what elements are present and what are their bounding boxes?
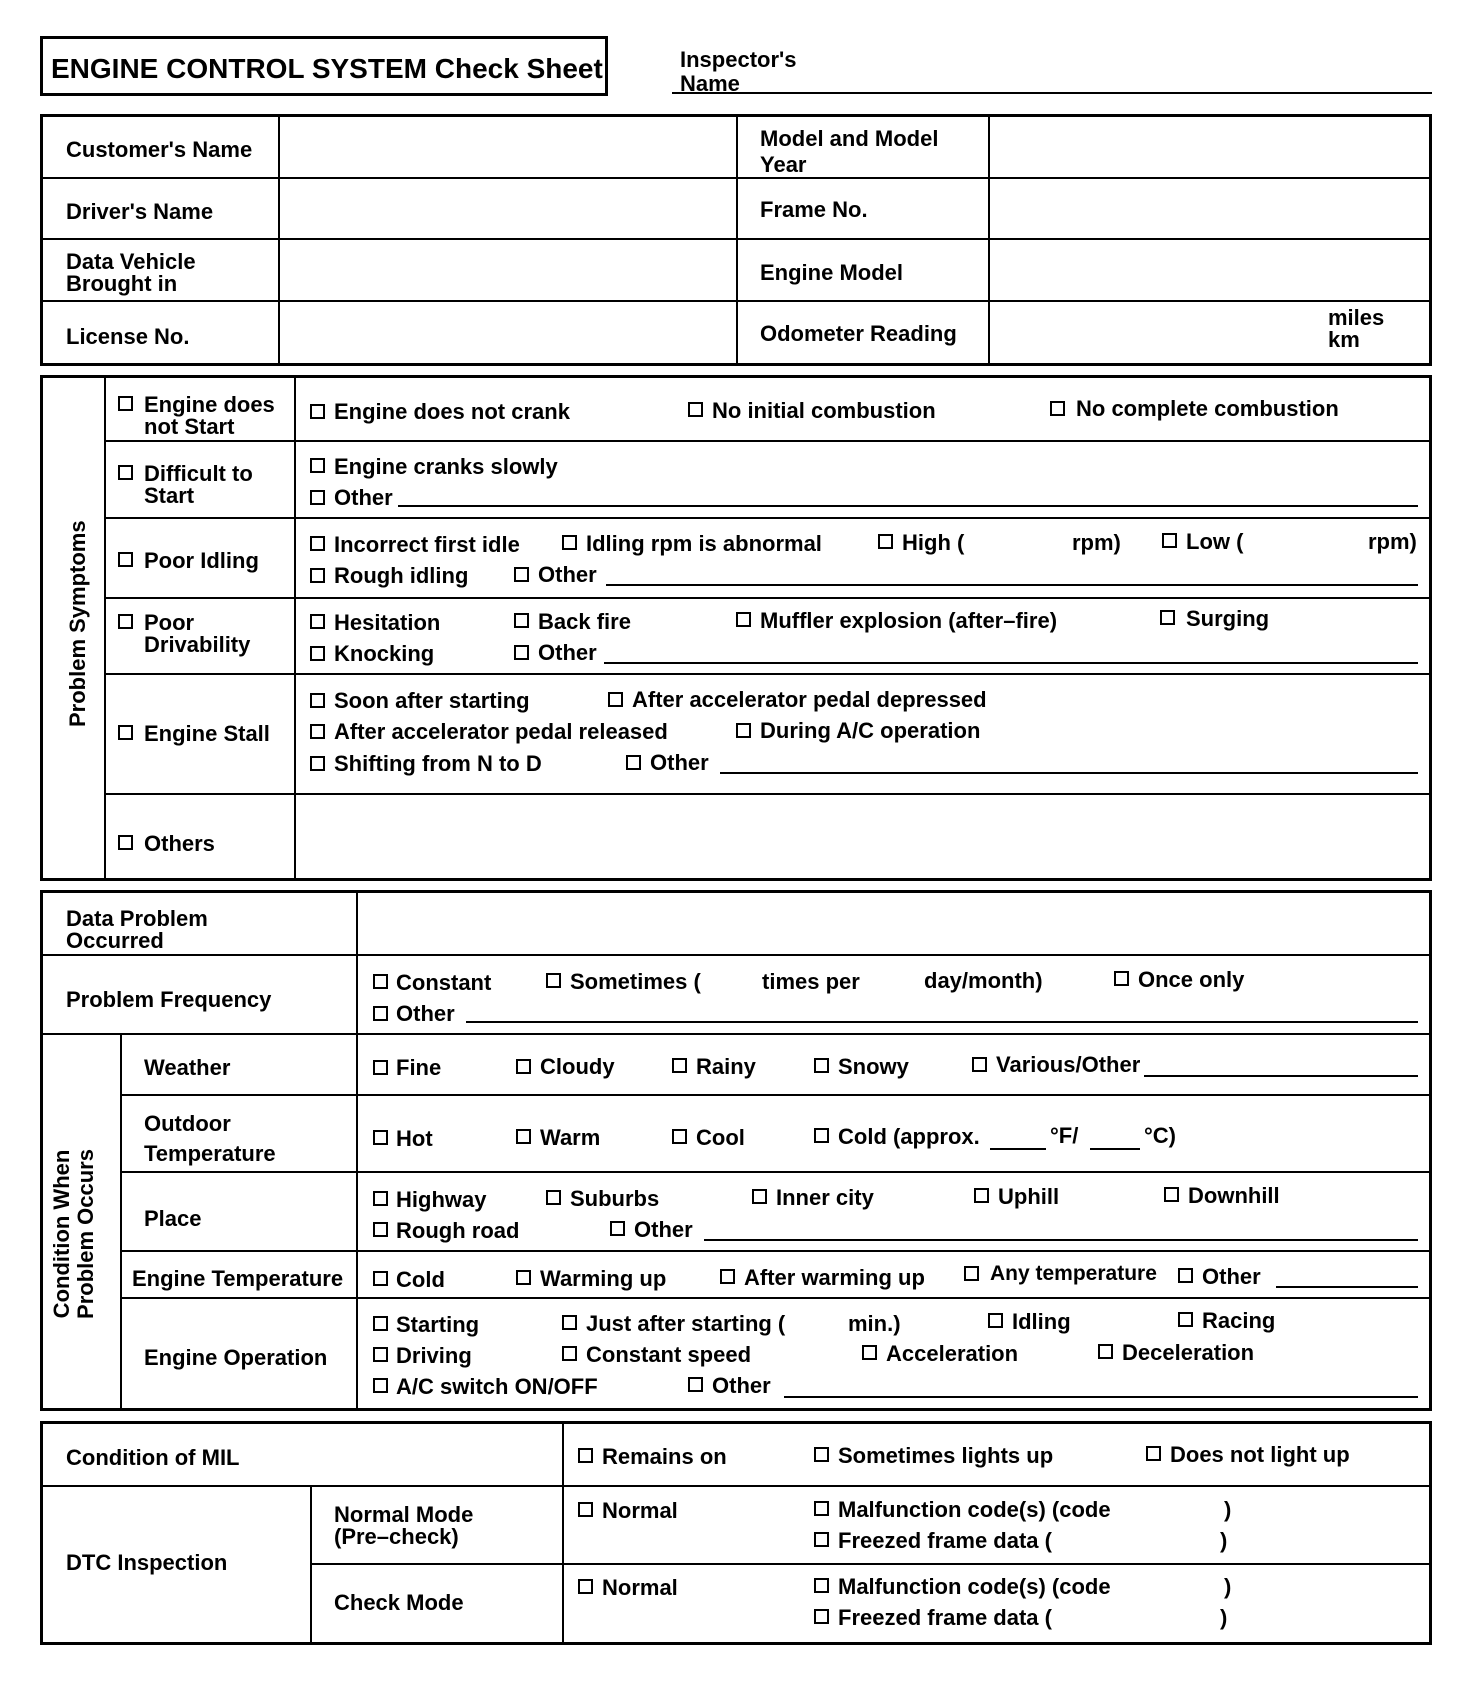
check-mode-malfunction-label: Malfunction code(s) (code	[838, 1574, 1111, 1599]
engine-model-label: Engine Model	[760, 260, 903, 285]
engine-stall-checkbox[interactable]	[118, 725, 133, 740]
outdoor-temperature-label-2: Temperature	[144, 1141, 276, 1166]
deceleration-checkbox[interactable]	[1098, 1344, 1113, 1359]
hesitation-label: Hesitation	[334, 610, 441, 635]
soon-after-starting-label: Soon after starting	[334, 688, 530, 713]
driving-label: Driving	[396, 1343, 472, 1368]
starting-label: Starting	[396, 1312, 480, 1337]
times-per-label: times per	[762, 969, 860, 994]
problem-frequency-label: Problem Frequency	[66, 987, 272, 1012]
sometimes-checkbox[interactable]	[546, 973, 561, 988]
incorrect-first-idle-label: Incorrect first idle	[334, 532, 520, 557]
rough-idling-label: Rough idling	[334, 563, 469, 588]
low-rpm-unit: rpm)	[1368, 529, 1417, 554]
engine-operation-other-label: Other	[712, 1373, 771, 1398]
check-mode-freezed-close: )	[1220, 1605, 1228, 1630]
acceleration-label: Acceleration	[886, 1341, 1019, 1366]
check-mode-normal-checkbox[interactable]	[578, 1579, 593, 1594]
inner-city-checkbox[interactable]	[752, 1189, 767, 1204]
normal-mode-label-1: Normal Mode	[334, 1502, 474, 1527]
engine-stall-label: Engine Stall	[144, 721, 270, 746]
deceleration-label: Deceleration	[1122, 1340, 1255, 1365]
idling-checkbox[interactable]	[988, 1313, 1003, 1328]
constant-checkbox[interactable]	[373, 974, 388, 989]
idling-rpm-abnormal-label: Idling rpm is abnormal	[586, 531, 822, 556]
after-warming-up-label: After warming up	[744, 1265, 925, 1290]
warm-label: Warm	[540, 1125, 601, 1150]
constant-label: Constant	[396, 970, 492, 995]
snowy-checkbox[interactable]	[814, 1058, 829, 1073]
engine-stall-other-checkbox[interactable]	[626, 755, 641, 770]
normal-mode-normal-label: Normal	[602, 1498, 678, 1523]
condition-section-label-line2: Problem Occurs	[73, 1149, 98, 1319]
normal-mode-freezed-close: )	[1220, 1528, 1228, 1553]
rainy-checkbox[interactable]	[672, 1058, 687, 1073]
engine-cranks-slowly-checkbox[interactable]	[310, 458, 325, 473]
idling-rpm-abnormal-checkbox[interactable]	[562, 535, 577, 550]
various-other-label: Various/Other	[996, 1052, 1141, 1077]
drivability-other-label: Other	[538, 640, 597, 665]
weather-label: Weather	[144, 1055, 231, 1080]
normal-mode-freezed-checkbox[interactable]	[814, 1532, 829, 1547]
low-rpm-label: Low (	[1186, 529, 1244, 554]
check-mode-label: Check Mode	[334, 1590, 464, 1615]
place-other-checkbox[interactable]	[610, 1221, 625, 1236]
low-rpm-checkbox[interactable]	[1162, 533, 1177, 548]
data-vehicle-brought-in-field[interactable]	[282, 241, 734, 298]
rough-idling-checkbox[interactable]	[310, 568, 325, 583]
sometimes-label: Sometimes (	[570, 969, 701, 994]
frequency-other-checkbox[interactable]	[373, 1006, 388, 1021]
dtc-inspection-label: DTC Inspection	[66, 1550, 228, 1575]
engine-cold-checkbox[interactable]	[373, 1271, 388, 1286]
uphill-label: Uphill	[998, 1184, 1060, 1209]
constant-speed-checkbox[interactable]	[562, 1346, 577, 1361]
hot-checkbox[interactable]	[373, 1130, 388, 1145]
normal-mode-malfunction-label: Malfunction code(s) (code	[838, 1497, 1111, 1522]
acceleration-checkbox[interactable]	[862, 1345, 877, 1360]
poor-idling-checkbox[interactable]	[118, 552, 133, 567]
after-pedal-depressed-checkbox[interactable]	[608, 692, 623, 707]
data-problem-occurred-label: Data Problem Occurred	[66, 906, 208, 953]
drivers-name-label: Driver's Name	[66, 199, 214, 224]
constant-speed-label: Constant speed	[586, 1342, 752, 1367]
data-problem-occurred-field[interactable]	[360, 894, 1428, 952]
engine-cold-label: Cold	[396, 1267, 445, 1292]
engine-model-field[interactable]	[992, 241, 1430, 298]
cool-label: Cool	[696, 1125, 745, 1150]
page-title: ENGINE CONTROL SYSTEM Check Sheet	[51, 53, 603, 84]
rough-road-label: Rough road	[396, 1218, 520, 1243]
poor-idling-other-checkbox[interactable]	[514, 567, 529, 582]
poor-idling-other-field[interactable]	[606, 584, 1418, 586]
sometimes-lights-up-label: Sometimes lights up	[838, 1443, 1054, 1468]
condition-section-label	[50, 1124, 98, 1344]
suburbs-checkbox[interactable]	[546, 1190, 561, 1205]
inner-city-label: Inner city	[776, 1185, 874, 1210]
engine-temperature-label: Engine Temperature	[132, 1266, 344, 1291]
engine-does-not-start-checkbox[interactable]	[118, 396, 133, 411]
poor-drivability-label: Poor Drivability	[144, 610, 251, 657]
engine-does-not-crank-label: Engine does not crank	[334, 399, 570, 424]
day-month-label: day/month)	[924, 968, 1043, 993]
inspector-name-field[interactable]	[672, 92, 1432, 94]
frame-no-label: Frame No.	[760, 197, 868, 222]
cloudy-label: Cloudy	[540, 1054, 615, 1079]
engine-operation-label: Engine Operation	[144, 1345, 328, 1370]
knocking-label: Knocking	[334, 641, 435, 666]
any-temperature-label: Any temperature	[990, 1262, 1157, 1285]
engine-stall-other-field[interactable]	[720, 772, 1418, 774]
muffler-explosion-checkbox[interactable]	[736, 612, 751, 627]
difficult-start-other-label: Other	[334, 485, 393, 510]
highway-label: Highway	[396, 1187, 487, 1212]
drivability-other-field[interactable]	[604, 662, 1418, 664]
rough-road-checkbox[interactable]	[373, 1222, 388, 1237]
outdoor-temperature-label-1: Outdoor	[144, 1111, 231, 1136]
place-other-field[interactable]	[704, 1239, 1418, 1241]
does-not-light-up-label: Does not light up	[1170, 1442, 1350, 1467]
just-after-starting-unit: min.)	[848, 1311, 901, 1336]
knocking-checkbox[interactable]	[310, 646, 325, 661]
after-warming-up-checkbox[interactable]	[720, 1269, 735, 1284]
frame-no-field[interactable]	[992, 180, 1430, 236]
normal-mode-malfunction-close: )	[1224, 1497, 1232, 1522]
engine-temp-other-checkbox[interactable]	[1178, 1268, 1193, 1283]
downhill-label: Downhill	[1188, 1183, 1280, 1208]
check-mode-malfunction-checkbox[interactable]	[814, 1578, 829, 1593]
check-mode-malfunction-close: )	[1224, 1574, 1232, 1599]
others-field[interactable]	[298, 797, 1428, 877]
high-rpm-label: High (	[902, 530, 965, 555]
engine-operation-other-field[interactable]	[784, 1396, 1418, 1398]
back-fire-label: Back fire	[538, 609, 631, 634]
no-complete-combustion-checkbox[interactable]	[1050, 401, 1065, 416]
once-only-label: Once only	[1138, 967, 1245, 992]
uphill-checkbox[interactable]	[974, 1188, 989, 1203]
engine-stall-other-label: Other	[650, 750, 709, 775]
problem-symptoms-section-label: Problem Symptoms	[65, 520, 90, 727]
warming-up-label: Warming up	[540, 1266, 667, 1291]
license-no-field[interactable]	[282, 303, 734, 363]
incorrect-first-idle-checkbox[interactable]	[310, 536, 325, 551]
poor-drivability-checkbox[interactable]	[118, 614, 133, 629]
customer-name-field[interactable]	[282, 118, 734, 176]
once-only-checkbox[interactable]	[1114, 971, 1129, 986]
warming-up-checkbox[interactable]	[516, 1270, 531, 1285]
data-vehicle-brought-in-label: Data Vehicle Brought in	[66, 249, 196, 296]
various-other-field[interactable]	[1144, 1075, 1418, 1077]
engine-cranks-slowly-label: Engine cranks slowly	[334, 454, 558, 479]
unit-celsius: °C)	[1144, 1123, 1177, 1148]
normal-mode-malfunction-checkbox[interactable]	[814, 1501, 829, 1516]
during-ac-operation-checkbox[interactable]	[736, 723, 751, 738]
hot-label: Hot	[396, 1126, 433, 1151]
snowy-label: Snowy	[838, 1054, 909, 1079]
drivability-other-checkbox[interactable]	[514, 645, 529, 660]
after-pedal-released-label: After accelerator pedal released	[334, 719, 668, 744]
suburbs-label: Suburbs	[570, 1186, 660, 1211]
condition-section-label-line1: Condition When	[49, 1149, 74, 1319]
frequency-other-field[interactable]	[466, 1021, 1418, 1023]
rainy-label: Rainy	[696, 1054, 756, 1079]
back-fire-checkbox[interactable]	[514, 613, 529, 628]
no-initial-combustion-label: No initial combustion	[712, 398, 936, 423]
engine-does-not-start-label: Engine does not Start	[144, 392, 275, 439]
various-other-checkbox[interactable]	[972, 1057, 987, 1072]
remains-on-label: Remains on	[602, 1444, 727, 1469]
engine-temp-other-label: Other	[1202, 1264, 1261, 1289]
customer-name-label: Customer's Name	[66, 137, 253, 162]
surging-checkbox[interactable]	[1160, 610, 1175, 625]
cloudy-checkbox[interactable]	[516, 1059, 531, 1074]
check-mode-freezed-checkbox[interactable]	[814, 1609, 829, 1624]
downhill-checkbox[interactable]	[1164, 1187, 1179, 1202]
any-temperature-checkbox[interactable]	[964, 1266, 979, 1281]
highway-checkbox[interactable]	[373, 1191, 388, 1206]
unit-miles: miles	[1328, 305, 1385, 330]
place-label: Place	[144, 1206, 202, 1231]
idling-label: Idling	[1012, 1309, 1071, 1334]
unit-fahrenheit: °F/	[1050, 1123, 1079, 1148]
high-rpm-unit: rpm)	[1072, 530, 1121, 555]
racing-checkbox[interactable]	[1178, 1312, 1193, 1327]
driving-checkbox[interactable]	[373, 1347, 388, 1362]
condition-of-mil-label: Condition of MIL	[66, 1445, 240, 1470]
inspector-name-label: Inspector's Name	[680, 47, 797, 96]
after-pedal-released-checkbox[interactable]	[310, 724, 325, 739]
just-after-starting-checkbox[interactable]	[562, 1315, 577, 1330]
just-after-starting-label: Just after starting (	[586, 1311, 786, 1336]
difficult-to-start-label: Difficult to Start	[144, 461, 253, 508]
odometer-field[interactable]	[992, 303, 1322, 363]
sometimes-lights-up-checkbox[interactable]	[814, 1447, 829, 1462]
shifting-n-to-d-label: Shifting from N to D	[334, 751, 542, 776]
normal-mode-freezed-label: Freezed frame data (	[838, 1528, 1052, 1553]
soon-after-starting-checkbox[interactable]	[310, 693, 325, 708]
remains-on-checkbox[interactable]	[578, 1448, 593, 1463]
no-initial-combustion-checkbox[interactable]	[688, 402, 703, 417]
high-rpm-checkbox[interactable]	[878, 534, 893, 549]
cool-checkbox[interactable]	[672, 1129, 687, 1144]
difficult-to-start-checkbox[interactable]	[118, 465, 133, 480]
no-complete-combustion-label: No complete combustion	[1076, 396, 1339, 421]
ac-switch-label: A/C switch ON/OFF	[396, 1374, 598, 1399]
difficult-start-other-field[interactable]	[398, 505, 1418, 507]
cold-approx-checkbox[interactable]	[814, 1128, 829, 1143]
does-not-light-up-checkbox[interactable]	[1146, 1446, 1161, 1461]
surging-label: Surging	[1186, 606, 1270, 631]
warm-checkbox[interactable]	[516, 1129, 531, 1144]
shifting-n-to-d-checkbox[interactable]	[310, 756, 325, 771]
check-mode-normal-label: Normal	[602, 1575, 678, 1600]
license-no-label: License No.	[66, 324, 190, 349]
model-year-label: Model and Model Year	[760, 126, 939, 177]
celsius-field[interactable]	[1090, 1148, 1140, 1150]
others-label: Others	[144, 831, 215, 856]
unit-km: km	[1328, 327, 1360, 352]
hesitation-checkbox[interactable]	[310, 614, 325, 629]
difficult-start-other-checkbox[interactable]	[310, 490, 325, 505]
after-pedal-depressed-label: After accelerator pedal depressed	[632, 687, 987, 712]
fine-label: Fine	[396, 1055, 442, 1080]
cold-approx-label: Cold (approx.	[838, 1124, 980, 1149]
during-ac-operation-label: During A/C operation	[760, 718, 981, 743]
poor-idling-other-label: Other	[538, 562, 597, 587]
starting-checkbox[interactable]	[373, 1316, 388, 1331]
engine-does-not-crank-checkbox[interactable]	[310, 404, 325, 419]
fine-checkbox[interactable]	[373, 1060, 388, 1075]
ac-switch-checkbox[interactable]	[373, 1378, 388, 1393]
frequency-other-label: Other	[396, 1001, 455, 1026]
normal-mode-normal-checkbox[interactable]	[578, 1502, 593, 1517]
normal-mode-label-2: (Pre–check)	[334, 1524, 459, 1549]
engine-operation-other-checkbox[interactable]	[688, 1377, 703, 1392]
racing-label: Racing	[1202, 1308, 1276, 1333]
odometer-label: Odometer Reading	[760, 321, 957, 346]
fahrenheit-field[interactable]	[990, 1148, 1046, 1150]
check-mode-freezed-label: Freezed frame data (	[838, 1605, 1052, 1630]
place-other-label: Other	[634, 1217, 693, 1242]
drivers-name-field[interactable]	[282, 180, 734, 236]
others-checkbox[interactable]	[118, 835, 133, 850]
engine-temp-other-field[interactable]	[1276, 1286, 1418, 1288]
poor-idling-label: Poor Idling	[144, 548, 259, 573]
title-box	[40, 36, 608, 96]
model-year-field[interactable]	[992, 118, 1430, 176]
muffler-explosion-label: Muffler explosion (after–fire)	[760, 608, 1058, 633]
